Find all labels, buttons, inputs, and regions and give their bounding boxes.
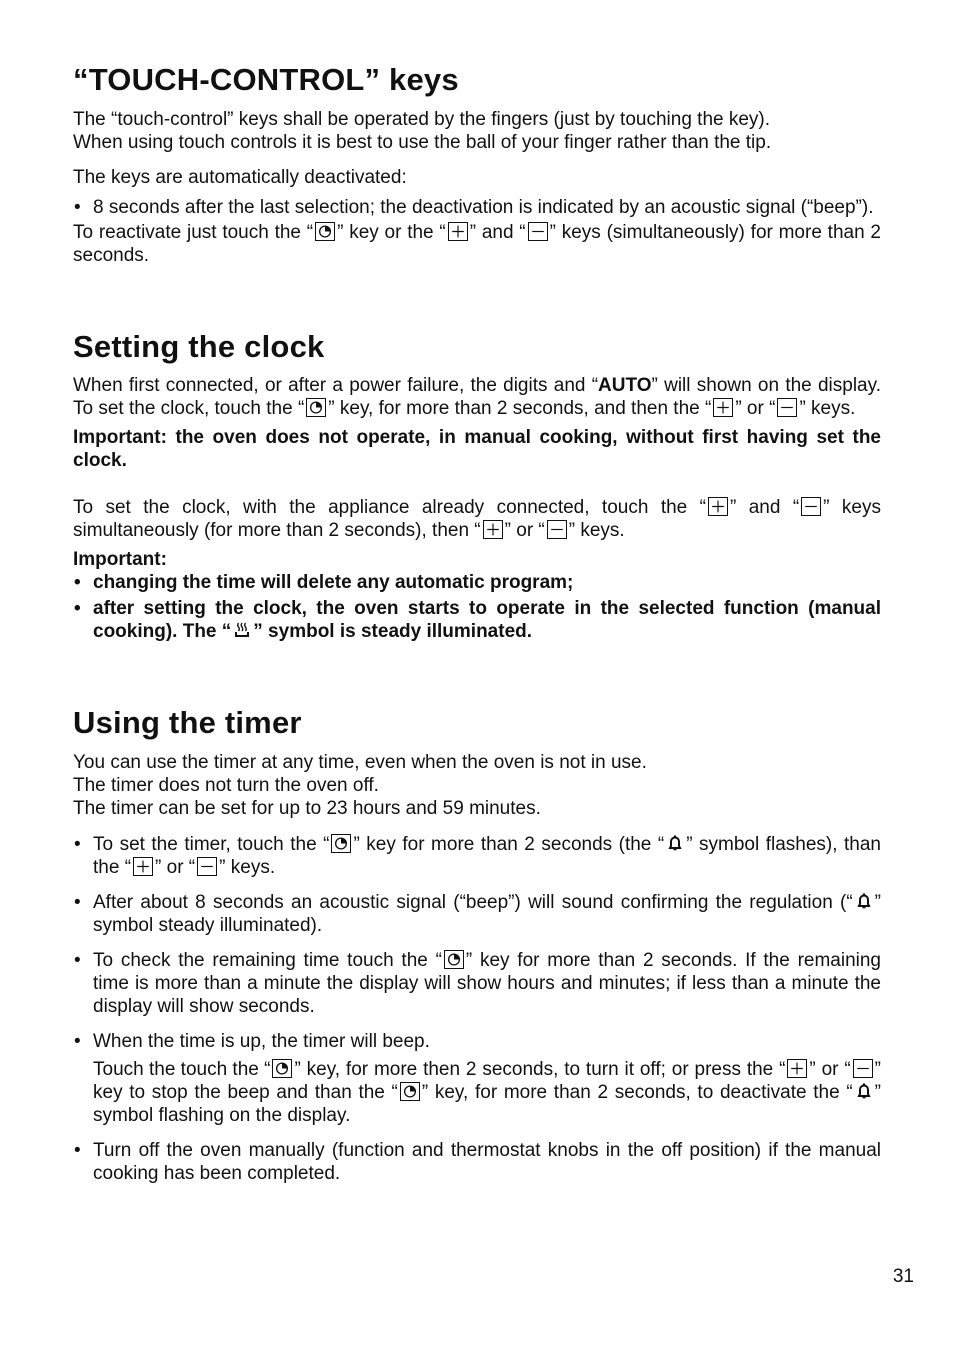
timer-line-1: You can use the timer at any time, even when the oven is not in use. bbox=[73, 751, 647, 773]
plus-key-icon bbox=[448, 222, 468, 241]
clock-key-icon bbox=[331, 834, 351, 853]
clock-bullet-1: • changing the time will delete any automatic program; bbox=[73, 571, 881, 594]
clock-key-icon bbox=[400, 1082, 420, 1101]
touch-deactivated: The keys are automatically deactivated: bbox=[73, 166, 407, 188]
timer-bullet-4: • When the time is up, the timer will beep. Touch the touch the “ ” key, for more then 2 seconds, to turn it off; or press the “ ” or “ ” key to stop the beep and than the “ ” key, for more than 2 seconds, to deactivate the “ ” symbol flashing on the display. bbox=[73, 1030, 881, 1127]
manual-cooking-icon bbox=[232, 620, 252, 640]
bell-icon bbox=[665, 833, 685, 853]
clock-important-2: Important: bbox=[73, 549, 167, 571]
timer-line-2: The timer does not turn the oven off. bbox=[73, 774, 379, 796]
clock-key-icon bbox=[315, 222, 335, 241]
touch-bullet-1: • 8 seconds after the last selection; the deactivation is indicated by an acoustic signal (“beep”). bbox=[73, 196, 881, 219]
heading-using-timer: Using the timer bbox=[73, 705, 302, 741]
page-content bbox=[73, 62, 881, 1185]
minus-key-icon bbox=[547, 520, 567, 539]
timer-bullet-5: • Turn off the oven manually (function and thermostat knobs in the off position) if the manual cooking has been completed. bbox=[73, 1139, 881, 1185]
plus-key-icon bbox=[483, 520, 503, 539]
minus-key-icon bbox=[777, 398, 797, 417]
clock-key-icon bbox=[444, 950, 464, 969]
touch-reactivate: To reactivate just touch the “ ” key or the “ ” and “ ” keys (simultaneously) for more than 2 seconds. bbox=[73, 221, 881, 266]
clock-set-connected: To set the clock, with the appliance already connected, touch the “ ” and “ ” keys simultaneously (for more than 2 seconds), then “ ” or “ ” keys. bbox=[73, 497, 881, 542]
plus-key-icon bbox=[787, 1059, 807, 1078]
clock-important-1: Important: the oven does not operate, in manual cooking, without first having set the clock. bbox=[73, 427, 881, 472]
clock-first-connect: When first connected, or after a power failure, the digits and “AUTO” will shown on the display. To set the clock, touch the “ ” key, for more than 2 seconds, and then the “ ” or “ ” keys. bbox=[73, 375, 881, 420]
clock-bullet-2: • after setting the clock, the oven starts to operate in the selected function (manual cooking). The “ ” symbol is steady illuminated. bbox=[73, 597, 881, 643]
bell-icon bbox=[854, 891, 874, 911]
timer-bullet-3: • To check the remaining time touch the “ ” key for more than 2 seconds. If the remaining time is more than a minute the display will show hours and minutes; if less than a minute the display will show seconds. bbox=[73, 949, 881, 1018]
minus-key-icon bbox=[801, 497, 821, 516]
minus-key-icon bbox=[853, 1059, 873, 1078]
plus-key-icon bbox=[133, 857, 153, 876]
timer-bullet-1: • To set the timer, touch the “ ” key for more than 2 seconds (the “ ” symbol flashes), than the “ ” or “ ” keys. bbox=[73, 833, 881, 879]
clock-key-icon bbox=[272, 1059, 292, 1078]
touch-intro-1: The “touch-control” keys shall be operated by the fingers (just by touching the key). bbox=[73, 108, 771, 130]
timer-bullet-2: • After about 8 seconds an acoustic signal (“beep”) will sound confirming the regulation (“ ” symbol steady illuminated). bbox=[73, 891, 881, 937]
heading-touch-control: “TOUCH-CONTROL” keys bbox=[73, 62, 459, 97]
touch-intro-2: When using touch controls it is best to use the ball of your finger rather than the tip. bbox=[73, 131, 772, 153]
timer-line-3: The timer can be set for up to 23 hours and 59 minutes. bbox=[73, 797, 541, 819]
plus-key-icon bbox=[713, 398, 733, 417]
bell-icon bbox=[854, 1081, 874, 1101]
plus-key-icon bbox=[708, 497, 728, 516]
minus-key-icon bbox=[197, 857, 217, 876]
clock-key-icon bbox=[306, 398, 326, 417]
page-number: 31 bbox=[892, 1266, 914, 1287]
minus-key-icon bbox=[528, 222, 548, 241]
heading-setting-clock: Setting the clock bbox=[73, 328, 325, 364]
